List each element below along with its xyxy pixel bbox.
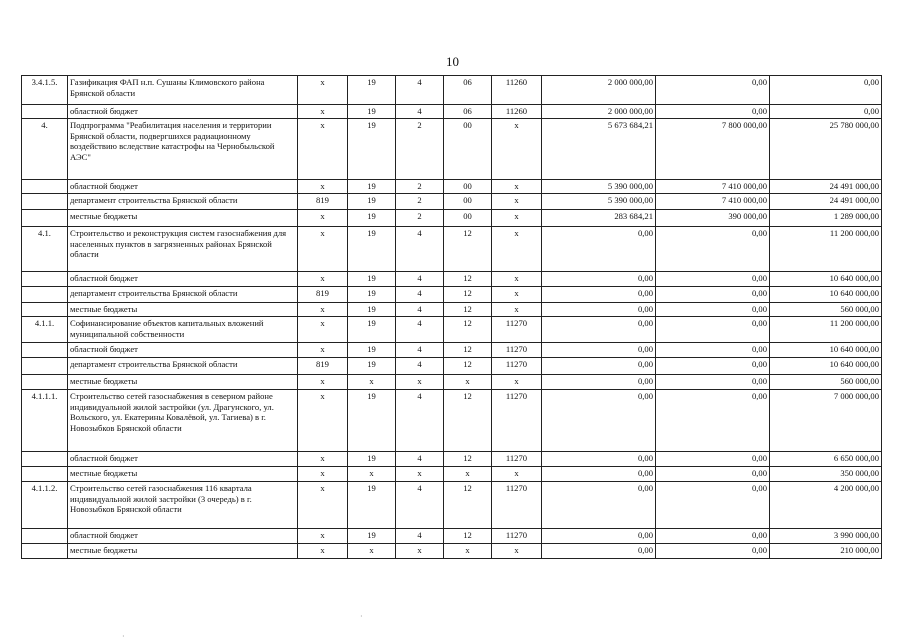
cell-amount-year2: 0,00 (656, 287, 770, 303)
cell-item-name: Строительство сетей газоснабжения 116 квартала индивидуальной жилой застройки (3 очередь) в г. Новозыбков Брянской области (68, 482, 298, 529)
cell-grbs: х (298, 544, 348, 559)
cell-target-item: 12 (444, 272, 492, 287)
cell-section: 19 (348, 210, 396, 227)
cell-section: 19 (348, 343, 396, 358)
cell-grbs: х (298, 317, 348, 343)
cell-amount-year3: 210 000,00 (770, 544, 882, 559)
cell-amount-year1: 0,00 (542, 452, 656, 467)
cell-target-item: 12 (444, 343, 492, 358)
table-row (22, 287, 882, 303)
cell-subsection: 4 (396, 227, 444, 272)
cell-amount-year1: 0,00 (542, 227, 656, 272)
cell-section: 19 (348, 529, 396, 544)
cell-item-name: областной бюджет (68, 529, 298, 544)
cell-item-number (22, 180, 68, 194)
cell-item-number (22, 358, 68, 375)
cell-amount-year2: 7 800 000,00 (656, 119, 770, 180)
cell-section: 19 (348, 227, 396, 272)
cell-grbs: х (298, 210, 348, 227)
cell-amount-year2: 0,00 (656, 529, 770, 544)
cell-expense-code: х (492, 194, 542, 210)
cell-item-name: Софинансирование объектов капитальных вложений муниципальной собственности (68, 317, 298, 343)
table-row (22, 105, 882, 119)
cell-item-number (22, 210, 68, 227)
cell-item-name: местные бюджеты (68, 210, 298, 227)
cell-expense-code: 11270 (492, 390, 542, 452)
cell-section: 19 (348, 180, 396, 194)
cell-grbs: 819 (298, 287, 348, 303)
table-row (22, 452, 882, 467)
cell-amount-year3: 6 650 000,00 (770, 452, 882, 467)
cell-expense-code: 11270 (492, 358, 542, 375)
cell-amount-year1: 5 673 684,21 (542, 119, 656, 180)
cell-amount-year2: 0,00 (656, 452, 770, 467)
cell-section: 19 (348, 358, 396, 375)
cell-expense-code: 11260 (492, 76, 542, 105)
cell-grbs: х (298, 272, 348, 287)
cell-target-item: х (444, 467, 492, 482)
cell-target-item: 00 (444, 194, 492, 210)
cell-target-item: х (444, 544, 492, 559)
cell-target-item: 06 (444, 105, 492, 119)
cell-subsection: х (396, 544, 444, 559)
cell-item-name: местные бюджеты (68, 303, 298, 317)
cell-target-item: х (444, 375, 492, 390)
cell-item-name: Газификация ФАП н.п. Сушаны Климовского района Брянской области (68, 76, 298, 105)
table-row (22, 467, 882, 482)
cell-amount-year1: 0,00 (542, 287, 656, 303)
cell-amount-year3: 0,00 (770, 76, 882, 105)
cell-item-name: местные бюджеты (68, 467, 298, 482)
cell-amount-year3: 3 990 000,00 (770, 529, 882, 544)
cell-subsection: 4 (396, 358, 444, 375)
cell-amount-year3: 560 000,00 (770, 375, 882, 390)
table-row (22, 390, 882, 452)
cell-subsection: 2 (396, 194, 444, 210)
cell-grbs: х (298, 390, 348, 452)
table-row (22, 544, 882, 559)
cell-item-number: 4.1. (22, 227, 68, 272)
cell-subsection: 4 (396, 317, 444, 343)
cell-amount-year3: 4 200 000,00 (770, 482, 882, 529)
cell-amount-year3: 24 491 000,00 (770, 180, 882, 194)
cell-target-item: 12 (444, 452, 492, 467)
cell-grbs: х (298, 76, 348, 105)
table-row (22, 303, 882, 317)
cell-amount-year3: 10 640 000,00 (770, 358, 882, 375)
cell-grbs: х (298, 467, 348, 482)
cell-amount-year3: 0,00 (770, 105, 882, 119)
cell-amount-year1: 0,00 (542, 375, 656, 390)
cell-expense-code: 11270 (492, 482, 542, 529)
cell-grbs: х (298, 180, 348, 194)
cell-expense-code: х (492, 272, 542, 287)
cell-expense-code: х (492, 544, 542, 559)
cell-subsection: 4 (396, 76, 444, 105)
cell-target-item: 12 (444, 529, 492, 544)
cell-amount-year1: 5 390 000,00 (542, 194, 656, 210)
cell-amount-year1: 2 000 000,00 (542, 105, 656, 119)
cell-subsection: 2 (396, 180, 444, 194)
cell-item-name: местные бюджеты (68, 544, 298, 559)
cell-item-number (22, 452, 68, 467)
cell-section: х (348, 467, 396, 482)
cell-amount-year2: 0,00 (656, 482, 770, 529)
scan-dot: · (360, 612, 363, 621)
cell-subsection: х (396, 467, 444, 482)
cell-amount-year3: 560 000,00 (770, 303, 882, 317)
cell-subsection: 4 (396, 482, 444, 529)
cell-section: 19 (348, 317, 396, 343)
cell-target-item: 00 (444, 180, 492, 194)
cell-section: 19 (348, 390, 396, 452)
cell-amount-year2: 0,00 (656, 76, 770, 105)
cell-amount-year2: 390 000,00 (656, 210, 770, 227)
cell-item-number: 4.1.1. (22, 317, 68, 343)
table-row (22, 272, 882, 287)
cell-item-name: областной бюджет (68, 452, 298, 467)
cell-expense-code: х (492, 467, 542, 482)
cell-grbs: 819 (298, 194, 348, 210)
cell-subsection: х (396, 375, 444, 390)
cell-section: 19 (348, 482, 396, 529)
cell-target-item: 12 (444, 317, 492, 343)
cell-amount-year3: 10 640 000,00 (770, 272, 882, 287)
cell-section: 19 (348, 452, 396, 467)
cell-grbs: 819 (298, 358, 348, 375)
table-row (22, 76, 882, 105)
cell-expense-code: х (492, 210, 542, 227)
cell-grbs: х (298, 303, 348, 317)
cell-item-number (22, 375, 68, 390)
cell-subsection: 4 (396, 343, 444, 358)
cell-amount-year1: 0,00 (542, 390, 656, 452)
cell-amount-year1: 0,00 (542, 482, 656, 529)
page-number: 10 (446, 54, 459, 69)
cell-amount-year3: 10 640 000,00 (770, 343, 882, 358)
cell-item-name: департамент строительства Брянской области (68, 287, 298, 303)
cell-amount-year1: 0,00 (542, 467, 656, 482)
cell-section: х (348, 375, 396, 390)
cell-section: 19 (348, 119, 396, 180)
table-row (22, 180, 882, 194)
table-row (22, 343, 882, 358)
cell-item-number (22, 303, 68, 317)
table-row (22, 119, 882, 180)
cell-amount-year3: 7 000 000,00 (770, 390, 882, 452)
cell-item-name: Строительство и реконструкция систем газоснабжения для населенных пунктов в загрязненных районах Брянской области (68, 227, 298, 272)
cell-amount-year3: 11 200 000,00 (770, 227, 882, 272)
cell-amount-year1: 0,00 (542, 529, 656, 544)
cell-grbs: х (298, 119, 348, 180)
cell-expense-code: х (492, 375, 542, 390)
cell-grbs: х (298, 227, 348, 272)
cell-subsection: 4 (396, 287, 444, 303)
cell-expense-code: х (492, 303, 542, 317)
cell-amount-year3: 24 491 000,00 (770, 194, 882, 210)
cell-amount-year3: 11 200 000,00 (770, 317, 882, 343)
cell-item-name: департамент строительства Брянской области (68, 358, 298, 375)
cell-section: 19 (348, 76, 396, 105)
cell-expense-code: х (492, 287, 542, 303)
cell-grbs: х (298, 452, 348, 467)
cell-amount-year1: 2 000 000,00 (542, 76, 656, 105)
cell-amount-year1: 0,00 (542, 544, 656, 559)
cell-expense-code: 11270 (492, 317, 542, 343)
cell-grbs: х (298, 375, 348, 390)
cell-section: 19 (348, 194, 396, 210)
table-row (22, 529, 882, 544)
cell-grbs: х (298, 482, 348, 529)
table-row (22, 194, 882, 210)
cell-section: 19 (348, 303, 396, 317)
cell-amount-year2: 0,00 (656, 272, 770, 287)
cell-amount-year2: 7 410 000,00 (656, 180, 770, 194)
cell-item-name: областной бюджет (68, 180, 298, 194)
cell-item-number (22, 272, 68, 287)
cell-amount-year2: 0,00 (656, 358, 770, 375)
cell-amount-year3: 350 000,00 (770, 467, 882, 482)
cell-amount-year3: 25 780 000,00 (770, 119, 882, 180)
cell-item-number (22, 287, 68, 303)
cell-amount-year1: 0,00 (542, 317, 656, 343)
cell-target-item: 12 (444, 390, 492, 452)
cell-item-name: Строительство сетей газоснабжения в северном районе индивидуальной жилой застройки (ул. Драгунского, ул. Вольского, ул. Екатерины Ковалёвой, ул. Тагиева) в г. Новозыбков Брянской области (68, 390, 298, 452)
cell-subsection: 4 (396, 303, 444, 317)
cell-expense-code: 11270 (492, 452, 542, 467)
cell-grbs: х (298, 105, 348, 119)
cell-item-name: Подпрограмма "Реабилитация населения и территории Брянской области, подвергшихся радиационному воздействию вследствие катастрофы на Чернобыльской АЭС" (68, 119, 298, 180)
cell-item-number (22, 194, 68, 210)
cell-item-number (22, 544, 68, 559)
cell-amount-year3: 10 640 000,00 (770, 287, 882, 303)
cell-amount-year2: 0,00 (656, 467, 770, 482)
cell-item-name: местные бюджеты (68, 375, 298, 390)
table-row (22, 317, 882, 343)
cell-subsection: 4 (396, 452, 444, 467)
cell-amount-year2: 0,00 (656, 544, 770, 559)
cell-amount-year1: 0,00 (542, 358, 656, 375)
cell-amount-year1: 5 390 000,00 (542, 180, 656, 194)
cell-expense-code: 11270 (492, 529, 542, 544)
cell-expense-code: 11260 (492, 105, 542, 119)
budget-table (21, 75, 882, 559)
scan-dot: · (122, 632, 125, 641)
cell-item-number (22, 467, 68, 482)
cell-amount-year1: 0,00 (542, 272, 656, 287)
cell-item-name: областной бюджет (68, 105, 298, 119)
cell-subsection: 4 (396, 529, 444, 544)
cell-expense-code: х (492, 227, 542, 272)
budget-table-body (22, 76, 882, 559)
cell-target-item: 12 (444, 303, 492, 317)
table-row (22, 227, 882, 272)
cell-section: х (348, 544, 396, 559)
cell-amount-year2: 0,00 (656, 390, 770, 452)
cell-amount-year2: 0,00 (656, 303, 770, 317)
cell-subsection: 4 (396, 105, 444, 119)
cell-amount-year2: 0,00 (656, 227, 770, 272)
cell-item-number: 4.1.1.1. (22, 390, 68, 452)
cell-item-name: департамент строительства Брянской области (68, 194, 298, 210)
cell-amount-year1: 283 684,21 (542, 210, 656, 227)
cell-amount-year2: 0,00 (656, 375, 770, 390)
cell-amount-year2: 0,00 (656, 317, 770, 343)
cell-subsection: 2 (396, 119, 444, 180)
cell-grbs: х (298, 343, 348, 358)
cell-target-item: 06 (444, 76, 492, 105)
cell-expense-code: х (492, 119, 542, 180)
cell-target-item: 12 (444, 358, 492, 375)
cell-item-number (22, 343, 68, 358)
cell-section: 19 (348, 272, 396, 287)
cell-subsection: 2 (396, 210, 444, 227)
table-row (22, 482, 882, 529)
cell-amount-year2: 0,00 (656, 105, 770, 119)
cell-item-name: областной бюджет (68, 272, 298, 287)
cell-target-item: 12 (444, 482, 492, 529)
cell-amount-year1: 0,00 (542, 343, 656, 358)
cell-amount-year2: 7 410 000,00 (656, 194, 770, 210)
cell-amount-year3: 1 289 000,00 (770, 210, 882, 227)
cell-target-item: 00 (444, 210, 492, 227)
cell-section: 19 (348, 105, 396, 119)
cell-subsection: 4 (396, 272, 444, 287)
cell-expense-code: 11270 (492, 343, 542, 358)
cell-item-number (22, 529, 68, 544)
cell-amount-year1: 0,00 (542, 303, 656, 317)
table-row (22, 358, 882, 375)
cell-item-name: областной бюджет (68, 343, 298, 358)
cell-grbs: х (298, 529, 348, 544)
table-row (22, 210, 882, 227)
cell-item-number (22, 105, 68, 119)
cell-item-number: 4. (22, 119, 68, 180)
cell-item-number: 3.4.1.5. (22, 76, 68, 105)
cell-target-item: 12 (444, 227, 492, 272)
cell-item-number: 4.1.1.2. (22, 482, 68, 529)
table-row (22, 375, 882, 390)
cell-target-item: 12 (444, 287, 492, 303)
cell-section: 19 (348, 287, 396, 303)
cell-subsection: 4 (396, 390, 444, 452)
cell-target-item: 00 (444, 119, 492, 180)
cell-amount-year2: 0,00 (656, 343, 770, 358)
cell-expense-code: х (492, 180, 542, 194)
